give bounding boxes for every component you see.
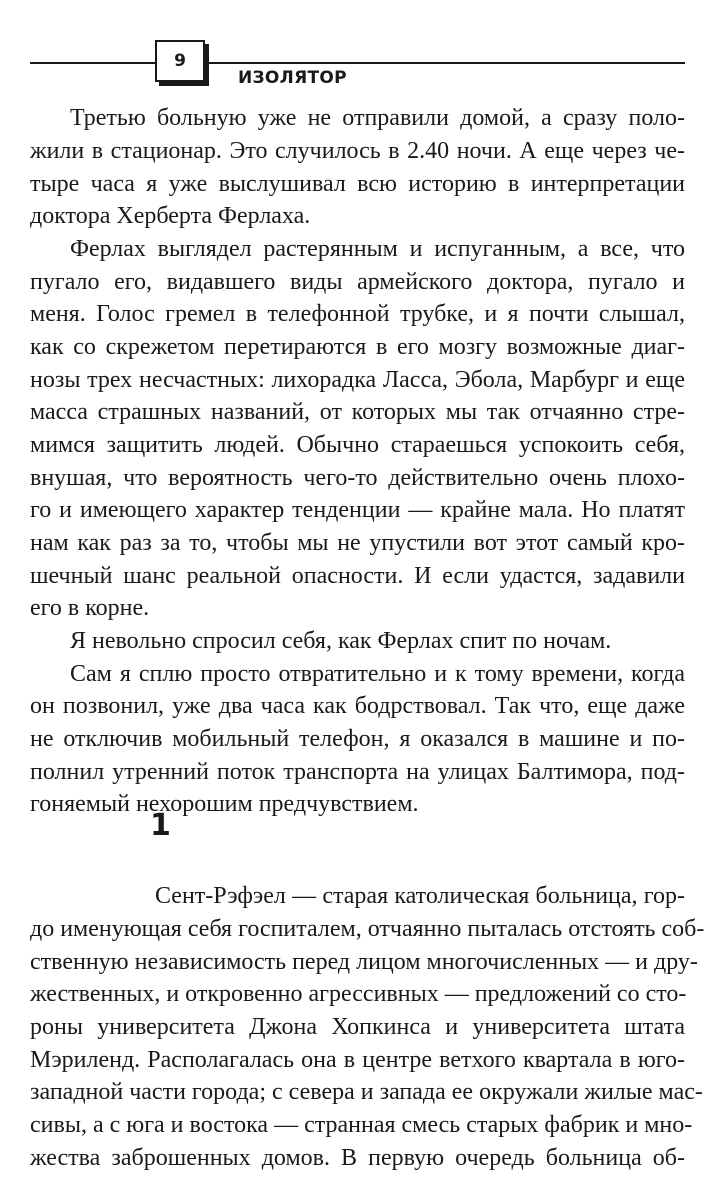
text-line: сивы, а с юга и востока — странная смесь старых фабрик и мно- bbox=[30, 1112, 693, 1138]
text-line: го и имеющего характер тенденции — крайне мала. Но платят bbox=[30, 497, 685, 523]
text-line: шечный шанс реальной опасности. И если удастся, задавили bbox=[30, 563, 685, 589]
text-line: внушая, что вероятность чего-то действительно очень плохо- bbox=[30, 465, 685, 491]
text-line: меня. Голос гремел в телефонной трубке, и я почти слышал, bbox=[30, 301, 685, 327]
text-line: жественных, и откровенно агрессивных — предложений со сто- bbox=[30, 981, 687, 1007]
text-line: нозы трех несчастных: лихорадка Ласса, Эбола, Марбург и еще bbox=[30, 367, 685, 393]
text-line: тыре часа я уже выслушивал всю историю в интерпретации bbox=[30, 171, 685, 197]
text-line: гоняемый нехорошим предчувствием. bbox=[30, 791, 419, 817]
header-rule bbox=[30, 62, 685, 64]
text-line: до именующая себя госпиталем, отчаянно пыталась отстоять соб- bbox=[30, 916, 704, 942]
text-line: жили в стационар. Это случилось в 2.40 ночи. А еще через че- bbox=[30, 138, 685, 164]
text-line: его в корне. bbox=[30, 595, 150, 621]
running-title: ИЗОЛЯТОР bbox=[238, 68, 347, 88]
text-line: доктора Херберта Ферлаха. bbox=[30, 203, 311, 229]
text-line: полнил утренний поток транспорта на улицах Балтимора, под- bbox=[30, 759, 685, 785]
text-line: западной части города; с севера и запада ее окружали жилые мас- bbox=[30, 1079, 703, 1105]
chapter-number: 1 bbox=[150, 808, 171, 843]
text-line: Ферлах выглядел растерянным и испуганным, а все, что bbox=[70, 236, 685, 262]
text-line: пугало его, видавшего виды армейского доктора, пугало и bbox=[30, 269, 685, 295]
text-line: роны университета Джона Хопкинса и университета штата bbox=[30, 1014, 685, 1040]
text-line: он позвонил, уже два часа как бодрствовал. Так что, еще даже bbox=[30, 693, 685, 719]
text-line: не отключив мобильный телефон, я оказался в машине и по- bbox=[30, 726, 685, 752]
text-line: ственную независимость перед лицом многочисленных — и дру- bbox=[30, 949, 698, 975]
page-number: 9 bbox=[155, 40, 205, 82]
text-line: нам как раз за то, чтобы мы не упустили вот этот самый кро- bbox=[30, 530, 685, 556]
text-line: Мэриленд. Располагалась она в центре ветхого квартала в юго- bbox=[30, 1047, 685, 1073]
text-line: как со скрежетом перетираются в его мозгу возможные диаг- bbox=[30, 334, 685, 360]
text-line: Сент-Рэфэел — старая католическая больница, гор- bbox=[155, 883, 685, 909]
text-line: жества заброшенных домов. В первую очередь больница об- bbox=[30, 1145, 685, 1171]
text-line: мимся защитить людей. Обычно стараешься успокоить себя, bbox=[30, 432, 685, 458]
text-line: Третью больную уже не отправили домой, а сразу поло- bbox=[70, 105, 685, 131]
text-line: масса страшных названий, от которых мы так отчаянно стре- bbox=[30, 399, 685, 425]
text-line: Сам я сплю просто отвратительно и к тому времени, когда bbox=[70, 661, 685, 687]
text-line: Я невольно спросил себя, как Ферлах спит по ночам. bbox=[70, 628, 612, 654]
